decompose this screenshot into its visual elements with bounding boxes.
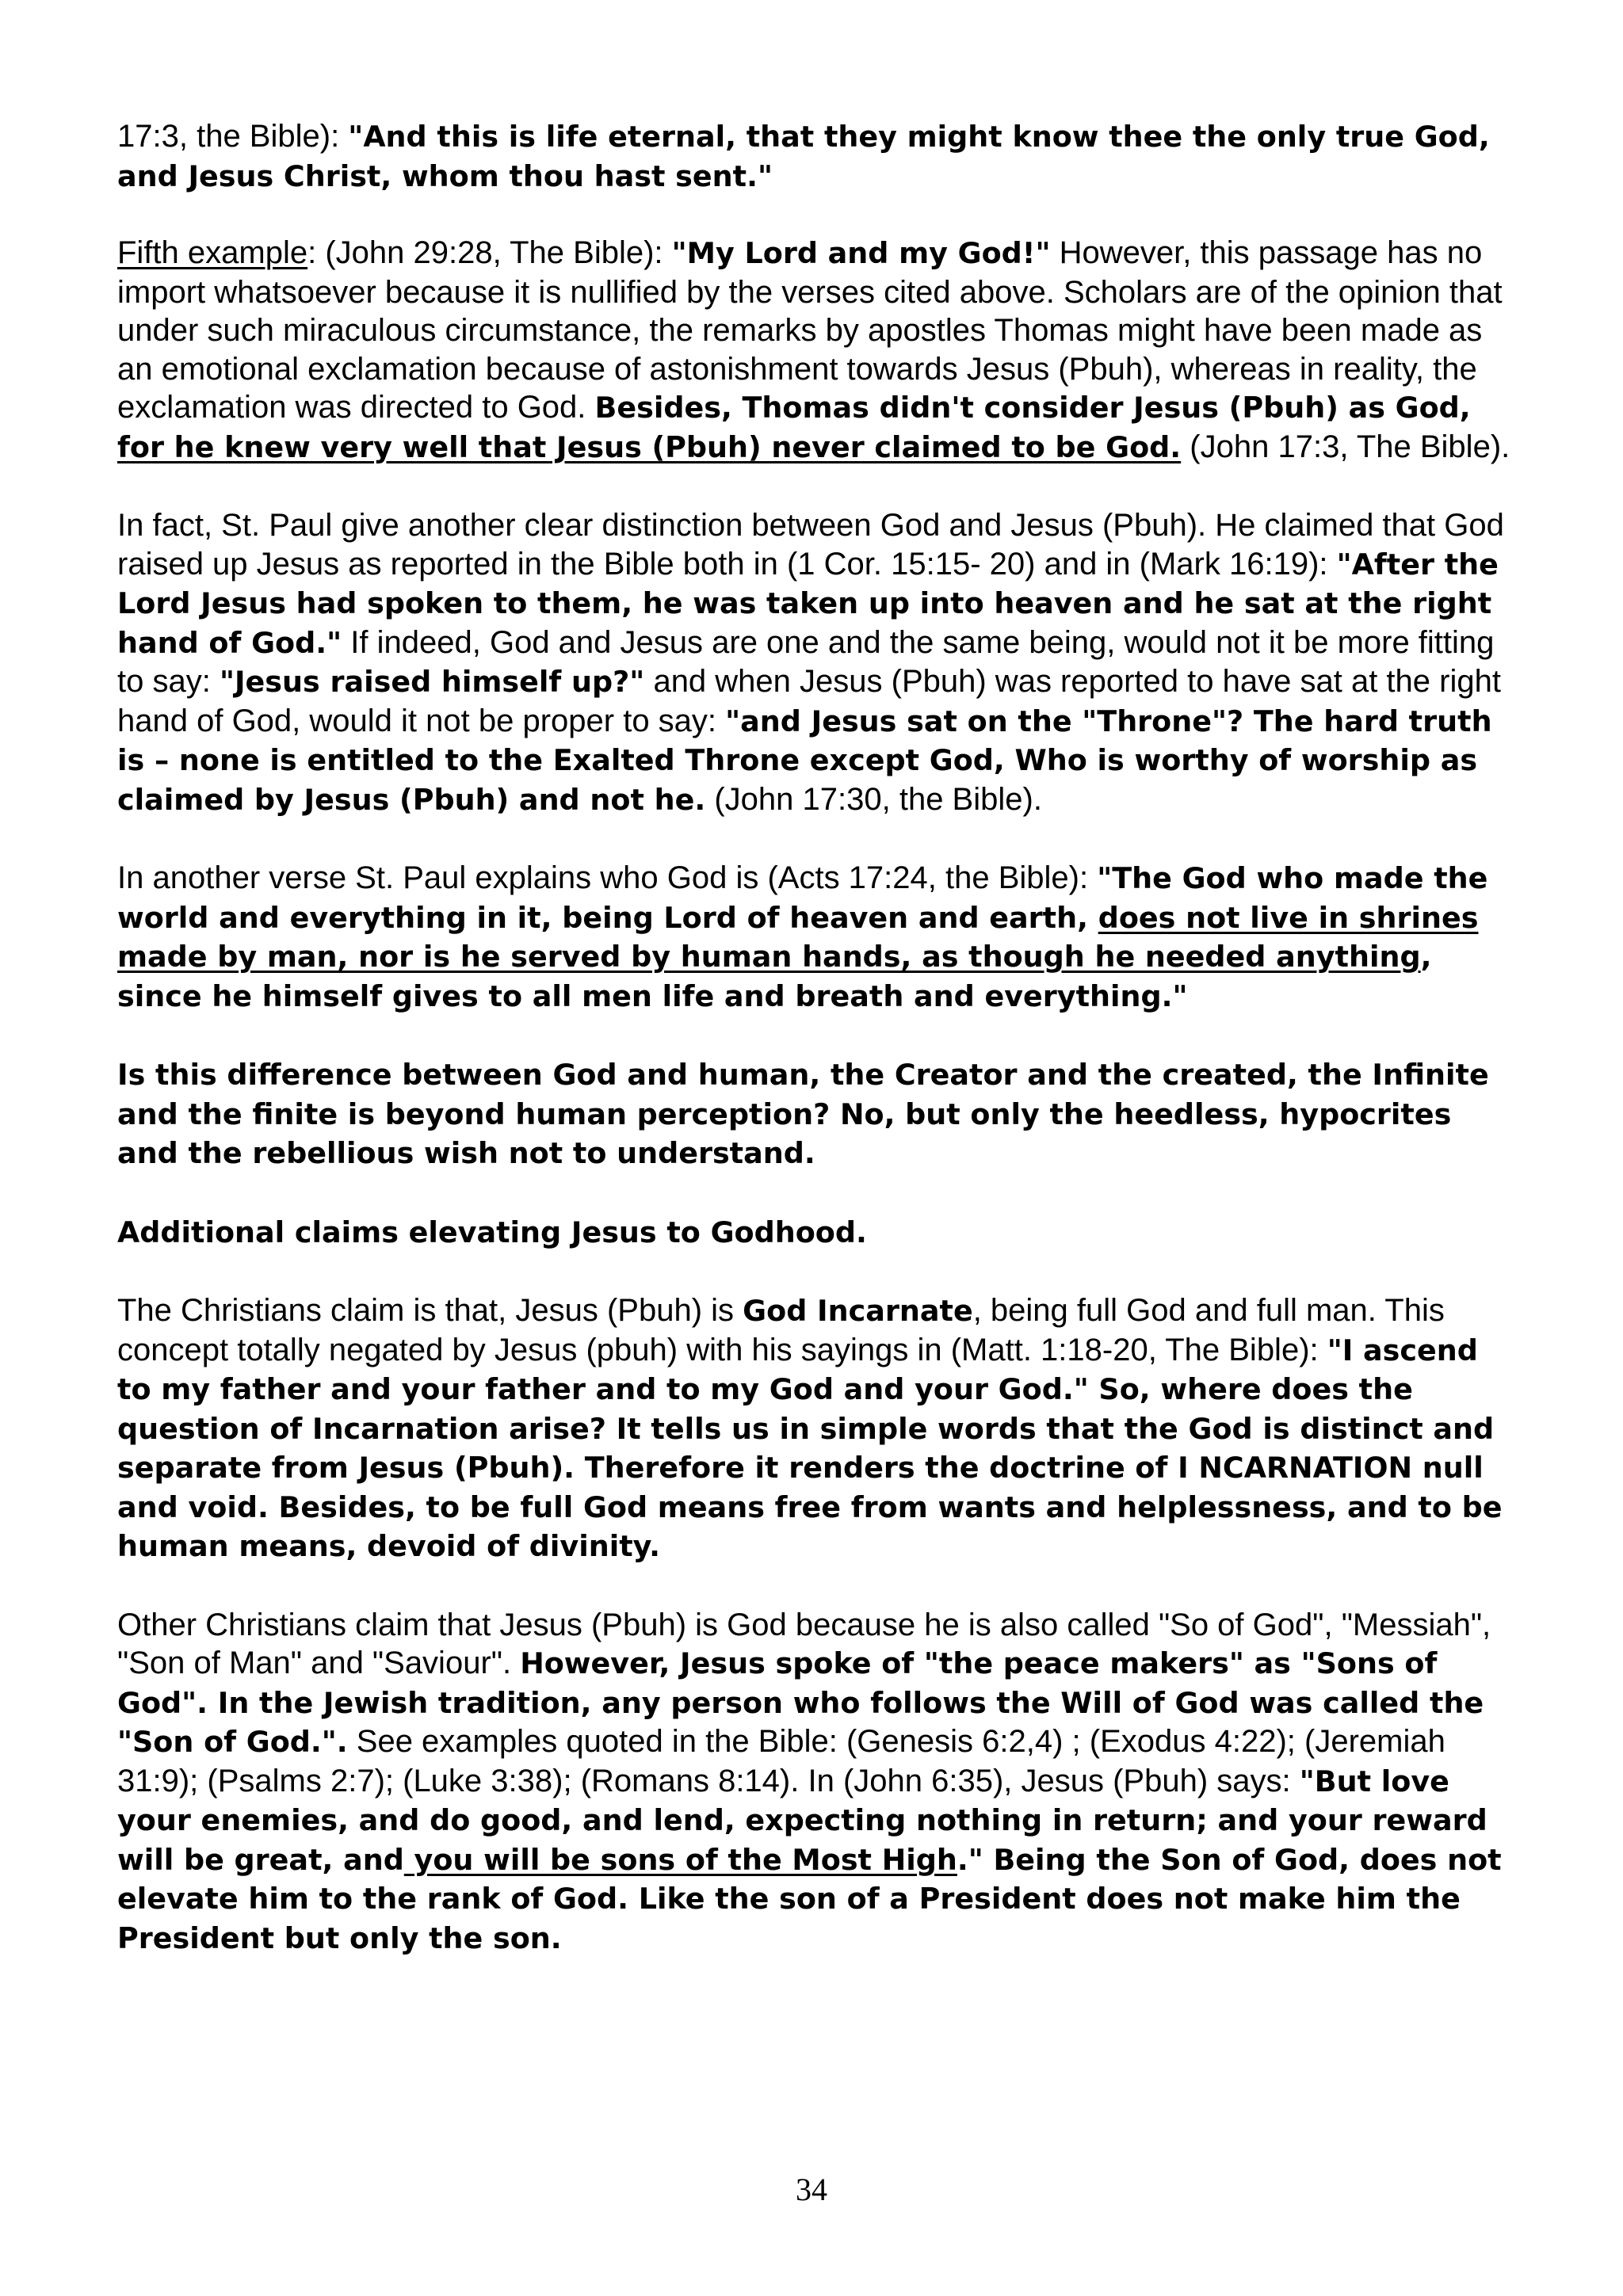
text-run: See examples quoted in the Bible: (Genesis 6:2,4) ; (Exodus 4:22); (Jeremiah 31:9); (Psalms 2:7); (Luke 3:38); (Romans 8:14). In (John 6:35), Jesus (Pbuh) says: [117,1724,1445,1798]
paragraph-john-17-3 [117,117,1520,196]
paragraph-st-paul-distinction [117,506,1520,819]
bold-quote: ." Being the Son of God, does not elevate him to the rank of God. Like the son of a President does not make him the President but only the son. [117,1842,1502,1955]
text-run: : (John 29:28, The Bible): [307,235,672,270]
bold-quote: "My Lord and my God!" [671,236,1051,270]
section-heading [117,1213,1520,1253]
text-run: (John 17:3, The Bible). [1181,429,1510,464]
paragraph-acts-17-24 [117,859,1520,1016]
heading-text: Additional claims elevating Jesus to Godhood. [117,1215,867,1249]
text-run: However, this passage has no import whatsoever because it is nullified by the verses cited above. Scholars are of the opinion that under such miraculous circumstance, the remarks by apostles Thomas might have been made as an emotional exclamation because of astonishment towards Jesus (Pbuh), whereas in reality, the exclamation was directed to God. [117,235,1503,425]
bold-quote: "and Jesus sat on the "Throne"? The hard truth is – none is entitled to the Exalted Throne except God, Who is worthy of worship as claimed by Jesus (Pbuh) and not he. [117,704,1492,817]
page-number: 34 [796,2172,827,2207]
bold-quote: "After the Lord Jesus had spoken to them, he was taken up into heaven and he sat at the right hand of God." [117,547,1499,660]
text-run: In fact, St. Paul give another clear distinction between God and Jesus (Pbuh). He claimed that God raised up Jesus as reported in the Bible both in (1 Cor. 15:15- 20) and in (Mark 16:19): [117,508,1504,582]
text-run: , being full God and full man. This concept totally negated by Jesus (pbuh) with his sayings in (Matt. 1:18-20, The Bible): [117,1293,1445,1367]
bold-quote: "And this is life eternal, that they might know thee the only true God, and Jesus Christ, whom thou hast sent." [117,120,1490,193]
text-run: 17:3, the Bible): [117,119,349,154]
bold-text: However, Jesus spoke of "the peace makers" as "Sons of God". In the Jewish tradition, any person who follows the Will of God was called the "Son of God.". [117,1646,1484,1759]
fifth-example-label: Fifth example [117,235,308,270]
page-body [117,117,1520,1996]
bold-underlined-text: does not live in shrines made by man, nor is he served by human hands, as though he needed anything [117,900,1479,974]
text-run: and when Jesus (Pbuh) was reported to have sat at the right hand of God, would it not be proper to say: [117,664,1501,738]
text-run: Other Christians claim that Jesus (Pbuh) is God because he is also called "So of God", "Messiah", "Son of Man" and "Saviour". [117,1607,1491,1680]
text-run: (John 17:30, the Bible). [705,781,1042,817]
bold-text: Is this difference between God and human, the Creator and the created, the Infinite and the finite is beyond human perception? No, but only the heedless, hypocrites and the rebellious wish not to understand. [117,1058,1489,1170]
bold-quote: "Jesus raised himself up?" [219,665,645,699]
paragraph-son-of-god [117,1606,1520,1958]
bold-quote: "But love your enemies, and do good, and lend, expecting nothing in return; and your reward will be great, and [117,1764,1487,1877]
paragraph-difference [117,1055,1520,1173]
bold-quote: "The God who made the world and everything in it, being Lord of heaven and earth, [117,861,1488,935]
text-run: In another verse St. Paul explains who God is (Acts 17:24, the Bible): [117,860,1098,895]
bold-text: Besides, Thomas didn't consider Jesus (Pbuh) as God, [594,391,1471,425]
bold-quote: "I ascend to my father and your father and to my God and your God." So, where does the question of Incarnation arise? It tells us in simple words that the God is distinct and separate from Jesus (Pbuh). Therefore it renders the doctrine of I NCARNATION null and void. Besides, to be full God means free from wants and helplessness, and to be human means, devoid of divinity. [117,1333,1503,1563]
bold-text: God Incarnate [743,1294,973,1328]
text-run: If indeed, God and Jesus are one and the same being, would not it be more fitting to say: [117,624,1495,699]
paragraph-incarnation [117,1291,1520,1566]
bold-underlined-text: for he knew very well that Jesus (Pbuh) never claimed to be God. [117,429,1182,464]
bold-underlined-text: you will be sons of the Most High [403,1842,957,1877]
text-run: The Christians claim is that, Jesus (Pbuh) is [117,1293,743,1328]
bold-quote: , since he himself gives to all men life and breath and everything." [117,940,1432,1013]
paragraph-fifth-example [117,234,1520,467]
